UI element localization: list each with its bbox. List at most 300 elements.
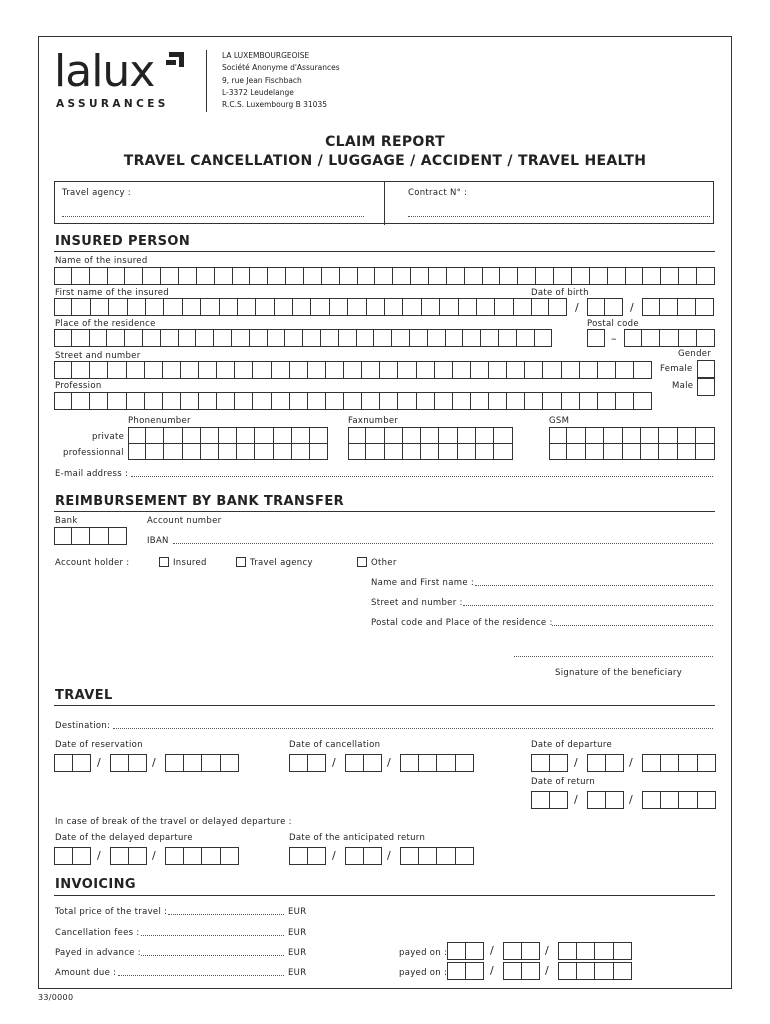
input-cell[interactable] xyxy=(330,298,348,316)
input-cell[interactable] xyxy=(558,942,577,960)
input-cell[interactable] xyxy=(181,361,199,379)
input-cell[interactable] xyxy=(253,392,271,410)
input-cell[interactable] xyxy=(345,847,364,865)
input-cell[interactable] xyxy=(219,443,237,460)
profession-field[interactable] xyxy=(54,392,652,410)
input-cell[interactable] xyxy=(289,754,308,772)
input-cell[interactable] xyxy=(348,427,366,444)
input-cell[interactable] xyxy=(410,329,428,347)
input-cell[interactable] xyxy=(268,329,286,347)
input-cell[interactable] xyxy=(179,267,197,285)
input-cell[interactable] xyxy=(201,443,219,460)
input-cell[interactable] xyxy=(129,847,148,865)
input-cell[interactable] xyxy=(642,298,660,316)
input-cell[interactable] xyxy=(507,392,525,410)
input-cell[interactable] xyxy=(535,329,553,347)
input-cell[interactable] xyxy=(439,427,457,444)
input-cell[interactable] xyxy=(456,754,475,772)
street-field[interactable] xyxy=(54,361,652,379)
input-cell[interactable] xyxy=(499,329,517,347)
input-cell[interactable] xyxy=(290,361,308,379)
input-cell[interactable] xyxy=(214,329,232,347)
input-cell[interactable] xyxy=(366,427,384,444)
input-cell[interactable] xyxy=(110,847,129,865)
input-cell[interactable] xyxy=(550,754,569,772)
input-cell[interactable] xyxy=(466,962,485,980)
input-cell[interactable] xyxy=(417,361,435,379)
input-cell[interactable] xyxy=(400,754,419,772)
input-cell[interactable] xyxy=(623,443,641,460)
input-cell[interactable] xyxy=(572,267,590,285)
input-cell[interactable] xyxy=(419,847,438,865)
input-cell[interactable] xyxy=(550,791,569,809)
input-cell[interactable] xyxy=(163,392,181,410)
date-part[interactable] xyxy=(165,847,239,865)
input-cell[interactable] xyxy=(362,392,380,410)
input-cell[interactable] xyxy=(221,754,240,772)
input-cell[interactable] xyxy=(679,329,697,347)
date-part[interactable] xyxy=(587,754,624,772)
input-cell[interactable] xyxy=(679,267,697,285)
input-cell[interactable] xyxy=(440,298,458,316)
input-cell[interactable] xyxy=(125,329,143,347)
input-cell[interactable] xyxy=(604,427,622,444)
insured-checkbox[interactable] xyxy=(159,557,169,567)
input-cell[interactable] xyxy=(598,361,616,379)
input-cell[interactable] xyxy=(129,754,148,772)
input-cell[interactable] xyxy=(586,427,604,444)
input-cell[interactable] xyxy=(108,267,126,285)
input-cell[interactable] xyxy=(567,427,585,444)
input-cell[interactable] xyxy=(164,427,182,444)
input-cell[interactable] xyxy=(428,329,446,347)
input-cell[interactable] xyxy=(310,443,328,460)
input-cell[interactable] xyxy=(642,791,661,809)
input-cell[interactable] xyxy=(184,754,203,772)
input-cell[interactable] xyxy=(128,427,146,444)
date-part[interactable] xyxy=(531,754,568,772)
input-cell[interactable] xyxy=(614,962,633,980)
input-cell[interactable] xyxy=(642,754,661,772)
input-cell[interactable] xyxy=(458,427,476,444)
input-cell[interactable] xyxy=(253,361,271,379)
input-cell[interactable] xyxy=(641,443,659,460)
input-cell[interactable] xyxy=(268,267,286,285)
input-cell[interactable] xyxy=(481,329,499,347)
input-cell[interactable] xyxy=(624,329,642,347)
input-cell[interactable] xyxy=(489,392,507,410)
input-cell[interactable] xyxy=(398,361,416,379)
date-part[interactable] xyxy=(503,942,540,960)
first-name-field[interactable] xyxy=(54,298,532,316)
contract-field[interactable] xyxy=(408,216,710,217)
date-part[interactable] xyxy=(531,791,568,809)
input-cell[interactable] xyxy=(641,427,659,444)
input-cell[interactable] xyxy=(463,329,481,347)
email-field[interactable] xyxy=(131,476,713,477)
agency-checkbox[interactable] xyxy=(236,557,246,567)
input-cell[interactable] xyxy=(660,329,678,347)
input-cell[interactable] xyxy=(567,443,585,460)
signature-field[interactable] xyxy=(514,656,713,657)
input-cell[interactable] xyxy=(308,847,327,865)
input-cell[interactable] xyxy=(232,329,250,347)
input-cell[interactable] xyxy=(595,962,614,980)
input-cell[interactable] xyxy=(90,329,108,347)
input-cell[interactable] xyxy=(127,361,145,379)
input-cell[interactable] xyxy=(419,754,438,772)
other-checkbox[interactable] xyxy=(357,557,367,567)
input-cell[interactable] xyxy=(165,847,184,865)
input-cell[interactable] xyxy=(72,392,90,410)
input-cell[interactable] xyxy=(322,267,340,285)
input-cell[interactable] xyxy=(608,267,626,285)
input-cell[interactable] xyxy=(196,329,214,347)
input-cell[interactable] xyxy=(447,962,466,980)
amount-due-field[interactable] xyxy=(118,975,284,976)
date-part[interactable] xyxy=(54,847,91,865)
date-part[interactable] xyxy=(447,962,484,980)
input-cell[interactable] xyxy=(250,267,268,285)
dob-year-field[interactable] xyxy=(642,298,714,316)
input-cell[interactable] xyxy=(411,267,429,285)
input-cell[interactable] xyxy=(453,361,471,379)
input-cell[interactable] xyxy=(696,443,714,460)
input-cell[interactable] xyxy=(321,329,339,347)
phone-professional-field[interactable] xyxy=(128,443,328,460)
input-cell[interactable] xyxy=(696,427,714,444)
input-cell[interactable] xyxy=(165,754,184,772)
input-cell[interactable] xyxy=(562,392,580,410)
input-cell[interactable] xyxy=(562,361,580,379)
input-cell[interactable] xyxy=(183,427,201,444)
input-cell[interactable] xyxy=(272,361,290,379)
input-cell[interactable] xyxy=(531,298,549,316)
input-cell[interactable] xyxy=(483,267,501,285)
input-cell[interactable] xyxy=(446,329,464,347)
input-cell[interactable] xyxy=(543,361,561,379)
input-cell[interactable] xyxy=(108,392,126,410)
input-cell[interactable] xyxy=(577,962,596,980)
input-cell[interactable] xyxy=(202,754,221,772)
input-cell[interactable] xyxy=(125,267,143,285)
input-cell[interactable] xyxy=(54,361,72,379)
input-cell[interactable] xyxy=(286,267,304,285)
iban-field[interactable] xyxy=(173,543,713,544)
input-cell[interactable] xyxy=(586,443,604,460)
input-cell[interactable] xyxy=(233,267,251,285)
input-cell[interactable] xyxy=(164,298,182,316)
input-cell[interactable] xyxy=(643,267,661,285)
input-cell[interactable] xyxy=(471,361,489,379)
date-part[interactable] xyxy=(400,847,474,865)
input-cell[interactable] xyxy=(197,267,215,285)
date-part[interactable] xyxy=(289,847,326,865)
input-cell[interactable] xyxy=(439,443,457,460)
date-part[interactable] xyxy=(110,847,147,865)
input-cell[interactable] xyxy=(587,754,606,772)
input-cell[interactable] xyxy=(293,298,311,316)
input-cell[interactable] xyxy=(108,361,126,379)
travel-agency-field[interactable] xyxy=(62,216,364,217)
input-cell[interactable] xyxy=(503,962,522,980)
input-cell[interactable] xyxy=(274,427,292,444)
input-cell[interactable] xyxy=(471,392,489,410)
input-cell[interactable] xyxy=(90,527,108,545)
input-cell[interactable] xyxy=(73,754,92,772)
input-cell[interactable] xyxy=(616,392,634,410)
input-cell[interactable] xyxy=(292,443,310,460)
input-cell[interactable] xyxy=(304,267,322,285)
bank-street-field[interactable] xyxy=(463,605,713,606)
input-cell[interactable] xyxy=(549,443,567,460)
input-cell[interactable] xyxy=(256,298,274,316)
input-cell[interactable] xyxy=(90,267,108,285)
date-part[interactable] xyxy=(289,754,326,772)
input-cell[interactable] xyxy=(348,443,366,460)
residence-field[interactable] xyxy=(54,329,552,347)
input-cell[interactable] xyxy=(146,443,164,460)
input-cell[interactable] xyxy=(494,427,512,444)
input-cell[interactable] xyxy=(54,267,72,285)
input-cell[interactable] xyxy=(109,298,127,316)
input-cell[interactable] xyxy=(605,298,623,316)
date-part[interactable] xyxy=(54,754,91,772)
input-cell[interactable] xyxy=(437,847,456,865)
input-cell[interactable] xyxy=(237,443,255,460)
input-cell[interactable] xyxy=(634,361,652,379)
input-cell[interactable] xyxy=(661,791,680,809)
input-cell[interactable] xyxy=(549,298,567,316)
input-cell[interactable] xyxy=(255,427,273,444)
dob-month-field[interactable] xyxy=(587,298,623,316)
input-cell[interactable] xyxy=(339,329,357,347)
input-cell[interactable] xyxy=(554,267,572,285)
input-cell[interactable] xyxy=(90,392,108,410)
input-cell[interactable] xyxy=(221,847,240,865)
input-cell[interactable] xyxy=(403,443,421,460)
input-cell[interactable] xyxy=(344,361,362,379)
input-cell[interactable] xyxy=(54,298,72,316)
input-cell[interactable] xyxy=(437,754,456,772)
input-cell[interactable] xyxy=(495,298,513,316)
input-cell[interactable] xyxy=(634,392,652,410)
input-cell[interactable] xyxy=(517,329,535,347)
input-cell[interactable] xyxy=(217,392,235,410)
input-cell[interactable] xyxy=(514,298,532,316)
input-cell[interactable] xyxy=(614,942,633,960)
input-cell[interactable] xyxy=(358,267,376,285)
input-cell[interactable] xyxy=(362,361,380,379)
input-cell[interactable] xyxy=(110,754,129,772)
input-cell[interactable] xyxy=(398,392,416,410)
input-cell[interactable] xyxy=(598,392,616,410)
input-cell[interactable] xyxy=(308,754,327,772)
input-cell[interactable] xyxy=(659,443,677,460)
input-cell[interactable] xyxy=(255,443,273,460)
input-cell[interactable] xyxy=(489,361,507,379)
input-cell[interactable] xyxy=(525,392,543,410)
input-cell[interactable] xyxy=(476,427,494,444)
input-cell[interactable] xyxy=(447,267,465,285)
input-cell[interactable] xyxy=(161,329,179,347)
input-cell[interactable] xyxy=(403,298,421,316)
input-cell[interactable] xyxy=(626,267,644,285)
input-cell[interactable] xyxy=(308,392,326,410)
input-cell[interactable] xyxy=(679,791,698,809)
input-cell[interactable] xyxy=(310,427,328,444)
input-cell[interactable] xyxy=(696,298,714,316)
input-cell[interactable] xyxy=(54,329,72,347)
input-cell[interactable] xyxy=(181,392,199,410)
date-part[interactable] xyxy=(345,847,382,865)
input-cell[interactable] xyxy=(128,443,146,460)
input-cell[interactable] xyxy=(507,361,525,379)
destination-field[interactable] xyxy=(113,728,713,729)
postal-code-field[interactable] xyxy=(624,329,715,347)
input-cell[interactable] xyxy=(366,443,384,460)
input-cell[interactable] xyxy=(183,298,201,316)
input-cell[interactable] xyxy=(536,267,554,285)
input-cell[interactable] xyxy=(163,361,181,379)
input-cell[interactable] xyxy=(90,361,108,379)
input-cell[interactable] xyxy=(143,329,161,347)
input-cell[interactable] xyxy=(522,962,541,980)
input-cell[interactable] xyxy=(660,298,678,316)
input-cell[interactable] xyxy=(357,329,375,347)
input-cell[interactable] xyxy=(73,847,92,865)
input-cell[interactable] xyxy=(580,361,598,379)
input-cell[interactable] xyxy=(201,298,219,316)
input-cell[interactable] xyxy=(659,427,677,444)
input-cell[interactable] xyxy=(54,754,73,772)
input-cell[interactable] xyxy=(290,392,308,410)
input-cell[interactable] xyxy=(453,392,471,410)
input-cell[interactable] xyxy=(421,443,439,460)
input-cell[interactable] xyxy=(679,754,698,772)
input-cell[interactable] xyxy=(184,847,203,865)
input-cell[interactable] xyxy=(72,267,90,285)
gsm-private-field[interactable] xyxy=(549,427,715,444)
input-cell[interactable] xyxy=(308,361,326,379)
input-cell[interactable] xyxy=(531,754,550,772)
date-part[interactable] xyxy=(503,962,540,980)
input-cell[interactable] xyxy=(109,527,127,545)
input-cell[interactable] xyxy=(380,361,398,379)
input-cell[interactable] xyxy=(292,427,310,444)
input-cell[interactable] xyxy=(503,942,522,960)
input-cell[interactable] xyxy=(642,329,660,347)
input-cell[interactable] xyxy=(145,392,163,410)
input-cell[interactable] xyxy=(54,392,72,410)
input-cell[interactable] xyxy=(385,298,403,316)
input-cell[interactable] xyxy=(606,754,625,772)
input-cell[interactable] xyxy=(202,847,221,865)
input-cell[interactable] xyxy=(465,267,483,285)
input-cell[interactable] xyxy=(458,443,476,460)
input-cell[interactable] xyxy=(429,267,447,285)
male-checkbox[interactable] xyxy=(697,378,715,396)
input-cell[interactable] xyxy=(289,847,308,865)
input-cell[interactable] xyxy=(577,942,596,960)
input-cell[interactable] xyxy=(661,267,679,285)
input-cell[interactable] xyxy=(348,298,366,316)
input-cell[interactable] xyxy=(275,298,293,316)
date-part[interactable] xyxy=(587,791,624,809)
date-part[interactable] xyxy=(447,942,484,960)
input-cell[interactable] xyxy=(199,361,217,379)
input-cell[interactable] xyxy=(587,298,605,316)
cancellation-fees-field[interactable] xyxy=(141,935,284,936)
input-cell[interactable] xyxy=(217,361,235,379)
gsm-professional-field[interactable] xyxy=(549,443,715,460)
input-cell[interactable] xyxy=(606,791,625,809)
date-part[interactable] xyxy=(400,754,474,772)
input-cell[interactable] xyxy=(54,527,72,545)
input-cell[interactable] xyxy=(375,267,393,285)
input-cell[interactable] xyxy=(697,267,715,285)
input-cell[interactable] xyxy=(367,298,385,316)
total-price-field[interactable] xyxy=(168,914,284,915)
input-cell[interactable] xyxy=(422,298,440,316)
input-cell[interactable] xyxy=(374,329,392,347)
input-cell[interactable] xyxy=(146,298,164,316)
input-cell[interactable] xyxy=(435,361,453,379)
input-cell[interactable] xyxy=(459,298,477,316)
input-cell[interactable] xyxy=(237,427,255,444)
input-cell[interactable] xyxy=(326,392,344,410)
input-cell[interactable] xyxy=(146,427,164,444)
input-cell[interactable] xyxy=(698,791,717,809)
fax-private-field[interactable] xyxy=(348,427,513,444)
input-cell[interactable] xyxy=(145,361,163,379)
input-cell[interactable] xyxy=(590,267,608,285)
input-cell[interactable] xyxy=(518,267,536,285)
input-cell[interactable] xyxy=(220,298,238,316)
input-cell[interactable] xyxy=(72,298,90,316)
input-cell[interactable] xyxy=(250,329,268,347)
date-part[interactable] xyxy=(110,754,147,772)
input-cell[interactable] xyxy=(340,267,358,285)
date-part[interactable] xyxy=(642,754,716,772)
input-cell[interactable] xyxy=(587,329,605,347)
input-cell[interactable] xyxy=(345,754,364,772)
input-cell[interactable] xyxy=(235,361,253,379)
input-cell[interactable] xyxy=(698,754,717,772)
input-cell[interactable] xyxy=(421,427,439,444)
phone-private-field[interactable] xyxy=(128,427,328,444)
input-cell[interactable] xyxy=(435,392,453,410)
input-cell[interactable] xyxy=(447,942,466,960)
input-cell[interactable] xyxy=(72,361,90,379)
input-cell[interactable] xyxy=(393,267,411,285)
input-cell[interactable] xyxy=(500,267,518,285)
input-cell[interactable] xyxy=(272,392,290,410)
input-cell[interactable] xyxy=(623,427,641,444)
input-cell[interactable] xyxy=(466,942,485,960)
bank-code-field[interactable] xyxy=(54,527,127,545)
date-part[interactable] xyxy=(642,791,716,809)
input-cell[interactable] xyxy=(201,427,219,444)
input-cell[interactable] xyxy=(456,847,475,865)
input-cell[interactable] xyxy=(219,427,237,444)
dob-day-field[interactable] xyxy=(531,298,567,316)
input-cell[interactable] xyxy=(392,329,410,347)
input-cell[interactable] xyxy=(303,329,321,347)
input-cell[interactable] xyxy=(678,443,696,460)
input-cell[interactable] xyxy=(91,298,109,316)
input-cell[interactable] xyxy=(238,298,256,316)
